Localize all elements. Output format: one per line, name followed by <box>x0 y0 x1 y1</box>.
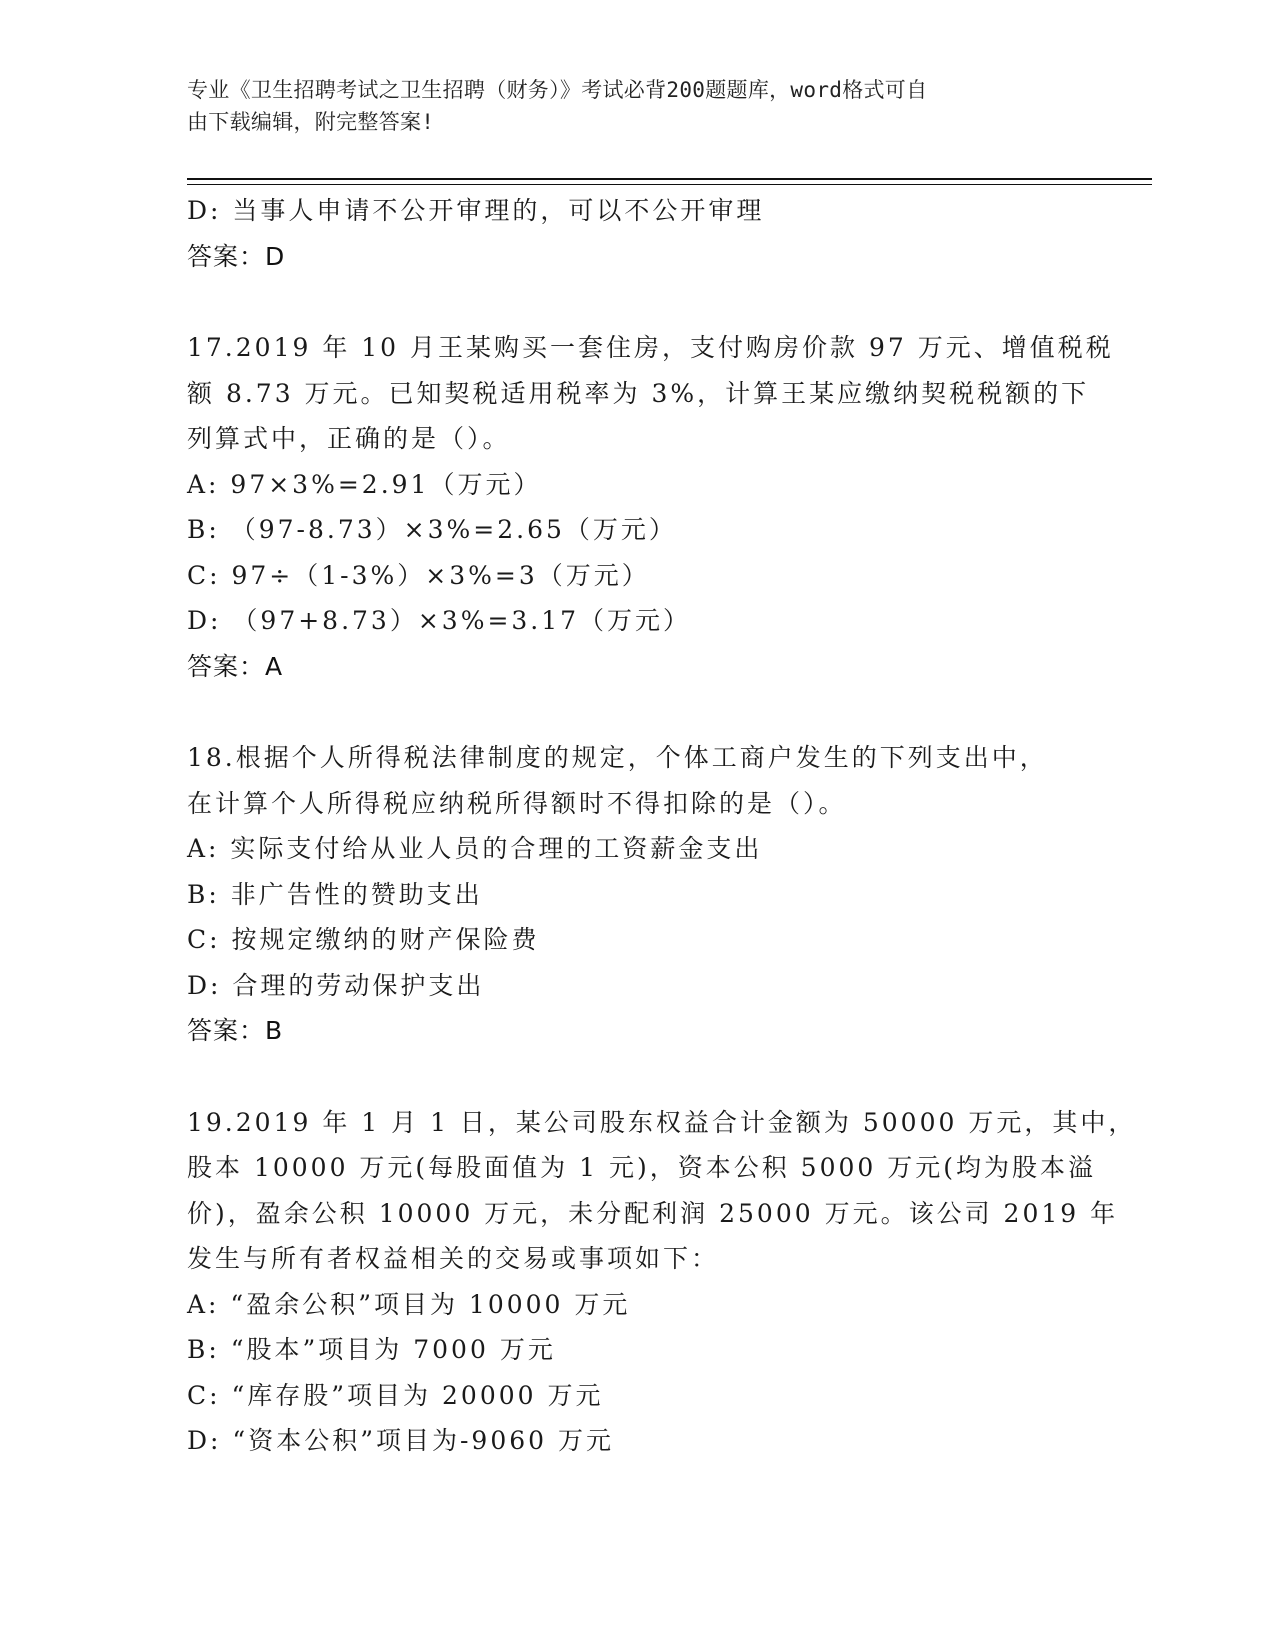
question-stem: 17.2019 年 10 月王某购买一套住房，支付购房价款 97 万元、增值税税 <box>187 333 1114 362</box>
option-c: C: 97÷（1-3%）×3%=3（万元） <box>187 560 650 590</box>
spacer <box>187 689 1087 735</box>
question-stem: 19.2019 年 1 月 1 日，某公司股东权益合计金额为 50000 万元，其中， <box>187 1107 1137 1137</box>
question-stem: 发生与所有者权益相关的交易或事项如下： <box>187 1244 720 1273</box>
spacer <box>187 279 1087 325</box>
answer-label: 答案：A <box>187 651 284 681</box>
option-d: D: 当事人申请不公开审理的，可以不公开审理 <box>187 196 765 225</box>
question-stem: 价)，盈余公积 10000 万元，未分配利润 25000 万元。该公司 2019 年 <box>187 1198 1119 1228</box>
option-b: B: （97-8.73）×3%=2.65（万元） <box>187 515 677 544</box>
question-stem: 18.根据个人所得税法律制度的规定，个体工商户发生的下列支出中， <box>187 743 1048 772</box>
option-b: B: 非广告性的赞助支出 <box>187 879 483 909</box>
question-stem: 列算式中，正确的是（）。 <box>187 424 511 453</box>
option-a: A: 97×3%=2.91（万元） <box>187 469 542 499</box>
question-19 <box>187 1100 1137 1464</box>
previous-question-tail <box>187 188 1087 279</box>
header-rule-thick <box>187 178 1152 180</box>
answer-label: 答案：D <box>187 241 286 271</box>
option-c: C: 按规定缴纳的财产保险费 <box>187 925 540 954</box>
header-line-2: 由下载编辑，附完整答案! <box>187 110 435 134</box>
option-d: D: （97+8.73）×3%=3.17（万元） <box>187 606 692 635</box>
option-d: D: 合理的劳动保护支出 <box>187 970 485 1000</box>
question-list <box>187 188 1137 1464</box>
option-b: B: “股本”项目为 7000 万元 <box>187 1335 556 1364</box>
question-18 <box>187 735 1087 1054</box>
option-c: C: “库存股”项目为 20000 万元 <box>187 1380 604 1410</box>
option-a: A: “盈余公积”项目为 10000 万元 <box>187 1289 631 1319</box>
question-stem: 股本 10000 万元(每股面值为 1 元)，资本公积 5000 万元(均为股本溢 <box>187 1153 1097 1182</box>
option-a: A: 实际支付给从业人员的合理的工资薪金支出 <box>187 834 763 863</box>
header-line-1: 专业《卫生招聘考试之卫生招聘（财务）》考试必背200题题库，word格式可自 <box>187 78 928 102</box>
question-stem: 在计算个人所得税应纳税所得额时不得扣除的是（）。 <box>187 788 847 818</box>
document-header <box>187 74 1067 138</box>
spacer <box>187 1054 1087 1100</box>
option-d: D: “资本公积”项目为-9060 万元 <box>187 1426 614 1455</box>
header-rule-thin <box>187 184 1152 185</box>
answer-label: 答案：B <box>187 1016 284 1045</box>
question-stem: 额 8.73 万元。已知契税适用税率为 3%，计算王某应缴纳契税税额的下 <box>187 378 1090 408</box>
question-17 <box>187 325 1114 689</box>
